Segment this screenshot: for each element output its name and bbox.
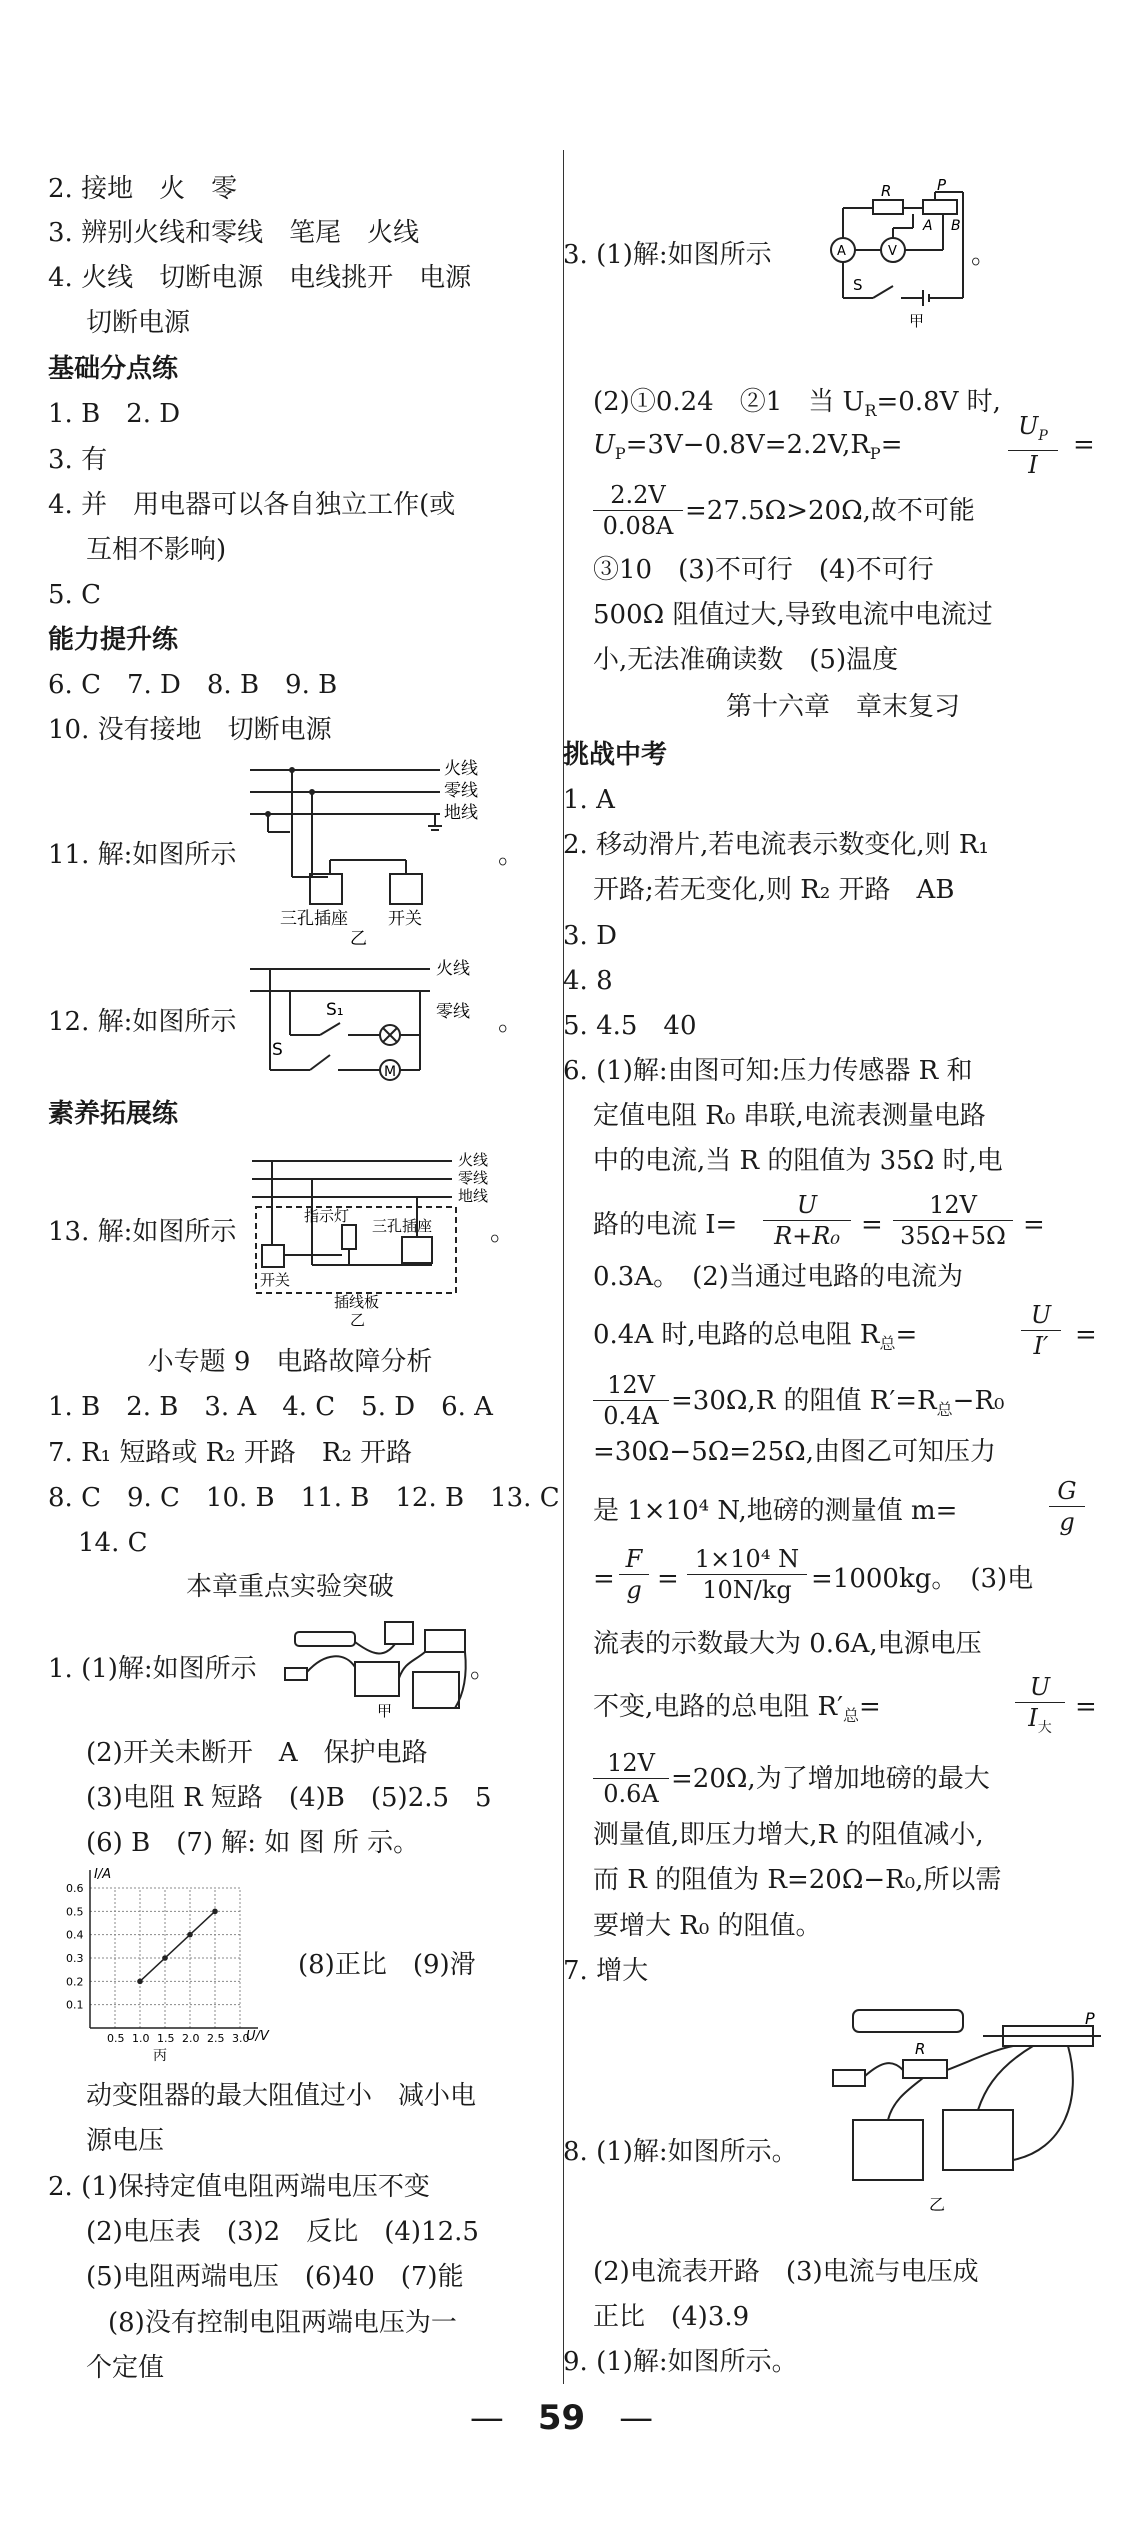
figure-power-strip [252, 1145, 492, 1329]
answer-line: 7. 增大 [563, 1956, 649, 1986]
fig-label: R [915, 2040, 926, 2058]
fig-label: 三孔插座 [372, 1217, 433, 1235]
answer-line: 3. (1)解:如图所示 [563, 240, 772, 270]
y-axis-label: I/A [94, 1867, 112, 1882]
answer-line: 8. C 9. C 10. B 11. B 12. B 13. C [48, 1483, 560, 1513]
answer-line: 测量值,即压力增大,R 的阻值减小, [593, 1820, 984, 1850]
answer-line: 1. B 2. B 3. A 4. C 5. D 6. A [48, 1392, 493, 1422]
fig-label: R [881, 182, 892, 200]
fraction: U $I_大$ [1015, 1672, 1065, 1743]
x-tick-label: 2.5 [207, 2032, 225, 2045]
fraction: U I′ [1021, 1300, 1061, 1361]
data-point [212, 1909, 218, 1915]
answer-line: 路的电流 I= [593, 1210, 738, 1240]
answer-line: 要增大 R₀ 的阻值。 [593, 1911, 822, 1941]
answer-line: 3. 有 [48, 445, 108, 475]
fig-caption: 甲 [909, 312, 925, 330]
column-divider [563, 150, 564, 2384]
fig-label: 零线 [444, 781, 478, 801]
fig-caption: 乙 [350, 1311, 366, 1329]
answer-line: 13. 解:如图所示 [48, 1217, 237, 1247]
x-axis-label: U/V [246, 2029, 269, 2044]
answer-line: (2)电压表 (3)2 反比 (4)12.5 [86, 2217, 479, 2247]
answer-line: 3. D [563, 921, 617, 951]
fig-label: 火线 [444, 759, 478, 779]
answer-line: 500Ω 阻值过大,导致电流中电流过 [593, 600, 993, 630]
x-tick-label: 1.0 [132, 2032, 150, 2045]
answer-line: 12. 解:如图所示 [48, 1007, 237, 1037]
answer-line: 2. 移动滑片,若电流表示数变化,则 R₁ [563, 830, 989, 860]
answer-line: (2)开关未断开 A 保护电路 [86, 1738, 428, 1768]
fig-label: P [937, 176, 947, 194]
fig-caption: 甲 [377, 1702, 393, 1720]
y-tick-label: 0.6 [66, 1882, 84, 1895]
answer-line: 0.3A。 (2)当通过电路的电流为 [593, 1262, 963, 1292]
fig-label: 火线 [436, 959, 470, 979]
figure-socket-wiring [250, 752, 480, 949]
answer-line: =30Ω,R 的阻值 R′=R [671, 1386, 937, 1416]
answer-line: 2. 接地 火 零 [48, 174, 238, 204]
fig-label: 开关 [388, 909, 422, 929]
answer-line: 6. (1)解:由图可知:压力传感器 R 和 [563, 1056, 973, 1086]
answer-line: =30Ω−5Ω=25Ω,由图乙可知压力 [593, 1437, 997, 1467]
answer-line: ③10 (3)不可行 (4)不可行 [593, 555, 934, 585]
answer-line: 8. (1)解:如图所示。 [563, 2137, 798, 2167]
section-heading: 素养拓展练 [48, 1099, 179, 1129]
fraction: G g [1049, 1476, 1085, 1537]
fig-label: B [951, 218, 961, 234]
data-point [137, 1979, 143, 1985]
fraction: 12V 35Ω+5Ω [893, 1190, 1013, 1251]
answer-line: (2)①0.24 ②1 当 U [593, 387, 865, 417]
answer-line: 4. 并 用电器可以各自独立工作(或 [48, 490, 456, 520]
answer-line: (8)没有控制电阻两端电压为一 [108, 2308, 457, 2338]
y-tick-label: 0.3 [66, 1952, 84, 1965]
answer-line: 流表的示数最大为 0.6A,电源电压 [593, 1629, 982, 1659]
left-column: 2. 接地 火 零 3. 辨别火线和零线 笔尾 火线 4. 火线 切断电源 电线挑开 电源 切断电源 基础分点练 1. B 2. D 3. 有 4. 并 用电器可以各自独立工作(或 互相不影响) 5. C 能力提升练 6. C 7. D 8. B 9. B 10. 没有接地 切断电源 11. 解:如图所示 。 火线 零线 地线 三孔插座 开关 乙 12. 解:如图所示 。 M 火线 零线 S S₁ 素养拓展练 13. 解:如图所示 。 火线 零线 地线 指示灯 三孔插座 开关 插线板 乙 小专题 9 电路故障分析 1. B 2. B 3. A 4. C 5. D 6. A 7. R₁ 短路或 R₂ 开路 R₂ 开路 8. C 9. C 10. B 11. B 12. B 13. C 14. C 本章重点实验突破 1. (1)解:如图所示 。 甲 (2)开关未断开 A 保护电路 (3)电阻 R 短路 (4)B (5)2.5 5 (6) B (7) 解: 如 图 所 示。 0.5 1.0 1.5 2.0 2.5 3.0 0.1 0.2 0.3 0.4 0.5 0.6 U/V I/A 丙 (8)正比 (9)滑 动变阻器的最大阻值过小 减小电 源电压 2. (1)保持定值电阻两端电压不变 (2)电压表 (3)2 反比 (4)12.5 (5)电阻两端电压 (6)40 (7)能 (8)没有控制电阻两端电压为一 个定值 [0, 0, 560, 2544]
answer-line: 10. 没有接地 切断电源 [48, 715, 332, 745]
chapter-title: 第十六章 章末复习 [725, 692, 960, 722]
x-tick-label: 0.5 [107, 2032, 125, 2045]
figure-lamp-circuit [250, 955, 490, 1095]
answer-line: 4. 8 [563, 966, 613, 996]
answer-line: 中的电流,当 R 的阻值为 35Ω 时,电 [593, 1146, 1003, 1176]
page-number: — 59 — [469, 2398, 654, 2438]
fig-label: 零线 [458, 1169, 489, 1187]
answer-line: 而 R 的阻值为 R=20Ω−R₀,所以需 [593, 1865, 1002, 1895]
answer-line: 2. (1)保持定值电阻两端电压不变 [48, 2172, 430, 2202]
answer-line: 1. A [563, 785, 615, 815]
section-heading: 挑战中考 [563, 740, 668, 770]
answer-line: 源电压 [86, 2126, 165, 2156]
answer-line: (5)电阻两端电压 (6)40 (7)能 [86, 2262, 464, 2292]
svg-text:A: A [837, 244, 846, 259]
section-heading: 基础分点练 [48, 354, 179, 384]
y-tick-label: 0.4 [66, 1928, 84, 1942]
answer-line: 3. 辨别火线和零线 笔尾 火线 [48, 218, 420, 248]
answer-line: 1. (1)解:如图所示 [48, 1654, 257, 1684]
figure-experiment-apparatus [285, 1612, 475, 1722]
answer-line: (3)电阻 R 短路 (4)B (5)2.5 5 [86, 1783, 492, 1813]
answer-line: 6. C 7. D 8. B 9. B [48, 670, 338, 700]
answer-line: 正比 (4)3.9 [593, 2302, 750, 2332]
iv-chart [60, 1867, 290, 2064]
y-tick-label: 0.5 [66, 1905, 84, 1919]
x-tick-label: 2.0 [182, 2032, 200, 2045]
fig-label: P [1085, 2009, 1095, 2028]
fraction: U R+R₀ [763, 1190, 851, 1251]
fig-label: 三孔插座 [280, 909, 348, 929]
answer-line: 开路;若无变化,则 R₂ 开路 AB [593, 875, 955, 905]
x-tick-label: 1.5 [157, 2032, 175, 2045]
fig-caption: 乙 [929, 2195, 946, 2214]
answer-line: 5. C [48, 580, 101, 610]
fig-label: 地线 [458, 1187, 489, 1205]
answer-line: 不变,电路的总电阻 R′ [593, 1692, 844, 1722]
answer-line: 互相不影响) [86, 535, 227, 565]
answer-line: 5. 4.5 40 [563, 1011, 697, 1041]
answer-line: =1000kg。 (3)电 [811, 1564, 1034, 1594]
answer-line: 是 1×10⁴ N,地磅的测量值 m= [593, 1496, 958, 1526]
fraction: $U_P$ I [1008, 412, 1058, 479]
figure-series-circuit [813, 178, 983, 333]
series-line [140, 1911, 215, 1981]
fig-label: 开关 [260, 1271, 291, 1289]
fraction: 12V 0.6A [593, 1748, 669, 1809]
answer-line: (8)正比 (9)滑 [298, 1950, 476, 1980]
answer-line: 1. B 2. D [48, 399, 181, 429]
fig-label: S [853, 276, 863, 294]
subsection-title: 小专题 9 电路故障分析 [147, 1347, 433, 1377]
svg-text:M: M [384, 1064, 397, 1080]
answer-line: =27.5Ω>20Ω,故不可能 [685, 496, 975, 526]
x-tick-label: 3.0 [232, 2032, 250, 2045]
fraction: F g [619, 1544, 649, 1605]
fraction: 1×10⁴ N 10N/kg [687, 1544, 807, 1605]
figure-q8-apparatus [833, 2000, 1103, 2220]
answer-line: 定值电阻 R₀ 串联,电流表测量电路 [593, 1101, 986, 1131]
chart-title: 丙 [153, 2048, 167, 2064]
answer-line: 0.4A 时,电路的总电阻 R [593, 1320, 880, 1350]
fig-label: S [272, 1040, 283, 1060]
answer-line: 个定值 [86, 2353, 165, 2383]
answer-line: 动变阻器的最大阻值过小 减小电 [86, 2081, 477, 2111]
answer-line: (6) B (7) 解: 如 图 所 示。 [86, 1828, 420, 1858]
answer-line: 小,无法准确读数 (5)温度 [593, 645, 899, 675]
fraction: 12V 0.4A [593, 1370, 669, 1431]
data-point [187, 1932, 193, 1938]
fig-label: 地线 [444, 803, 478, 823]
answer-line: 4. 火线 切断电源 电线挑开 电源 [48, 263, 472, 293]
answer-line: 14. C [78, 1528, 148, 1558]
y-tick-label: 0.2 [66, 1975, 84, 1989]
subsection-title: 本章重点实验突破 [185, 1572, 394, 1602]
y-tick-label: 0.1 [66, 1998, 84, 2012]
answer-line: 7. R₁ 短路或 R₂ 开路 R₂ 开路 [48, 1438, 413, 1468]
answer-line: (2)电流表开路 (3)电流与电压成 [593, 2257, 979, 2287]
svg-text:V: V [888, 244, 897, 259]
fig-caption: 乙 [350, 929, 367, 949]
fig-label: 零线 [436, 1002, 470, 1022]
answer-line: 切断电源 [86, 308, 191, 338]
fig-label: 指示灯 [304, 1207, 350, 1225]
right-column: 3. (1)解:如图所示 。 A V R P A B S 甲 (2)①0.24 ②1 当 $U_R=0.8V$ 时, $U_P=3V-0.8V=2.2V,R_P=$ $U_P$ I = 2.2V 0.08A =27.5Ω>20Ω,故不可能 ③10 (3)不可行 (4)不可行 500Ω 阻值过大,导致电流中电流过 小,无法准确读数 (5)温度 第十六章 章末复习 挑战中考 1. A 2. 移动滑片,若电流表示数变化,则 R₁ 开路;若无变化,则 R₂ 开路 AB 3. D 4. 8 5. 4.5 40 6. (1)解:由图可知:压力传感器 R 和 定值电阻 R₀ 串联,电流表测量电路 中的电流,当 R 的阻值为 35Ω 时,电 路的电流 I= U R+R₀ = 12V 35Ω+5Ω = 0.3A。 (2)当通过电路的电流为 0.4A 时,电路的总电阻 $R_总=$ U I′ = 12V 0.4A =30Ω,R 的阻值 $R'=R_总-R_0$ =30Ω−5Ω=25Ω,由图乙可知压力 是 1×10⁴ N,地磅的测量值 m= G g = F g = 1×10⁴ N 10N/kg =1000kg。 (3)电 流表的示数最大为 0.6A,电源电压 不变,电路的总电阻 $R'_总=$ U $I_大$ = 12V 0.6A =20Ω,为了增加地磅的最大 测量值,即压力增大,R 的阻值减小, 而 R 的阻值为 R=20Ω−R₀,所以需 要增大 R₀ 的阻值。 7. 增大 P R 乙 8. (1)解:如图所示。 (2)电流表开路 (3)电流与电压成 正比 (4)3.9 9. (1)解:如图所示。 [563, 0, 1123, 2544]
fraction: 2.2V 0.08A [593, 480, 683, 541]
fig-label: S₁ [326, 1000, 344, 1020]
answer-line: 11. 解:如图所示 [48, 840, 237, 870]
answer-line: =20Ω,为了增加地磅的最大 [671, 1764, 990, 1794]
data-point [162, 1955, 168, 1961]
fig-label: A [923, 218, 933, 234]
section-heading: 能力提升练 [48, 625, 179, 655]
fig-label: 插线板 [334, 1293, 380, 1311]
answer-line: 9. (1)解:如图所示。 [563, 2347, 798, 2377]
fig-label: 火线 [458, 1151, 489, 1169]
